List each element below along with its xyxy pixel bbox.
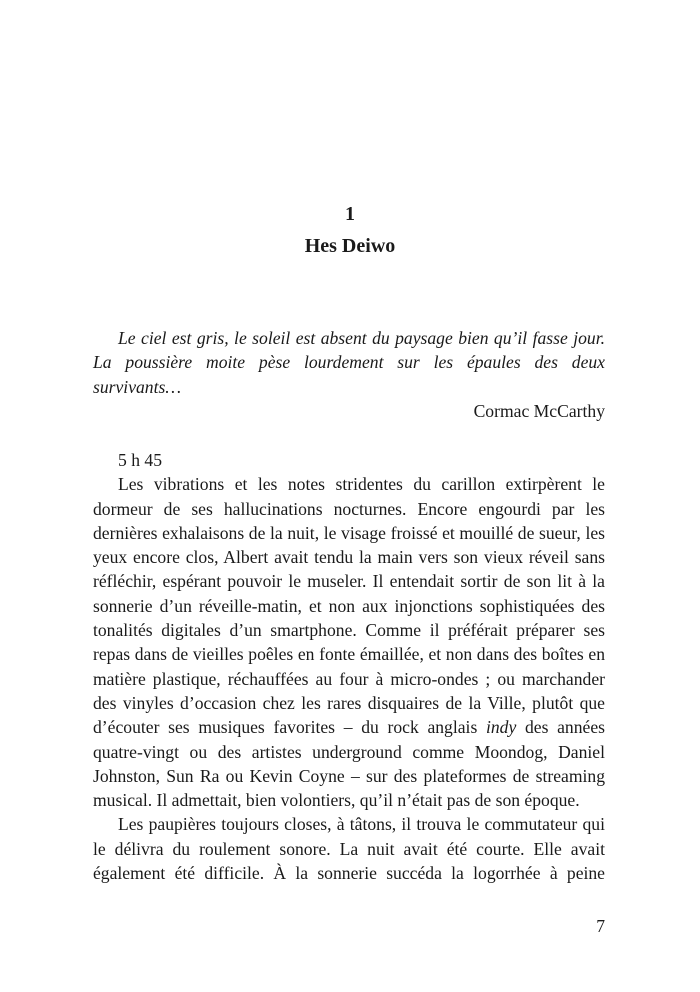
page-number: 7 xyxy=(596,916,605,936)
paragraph-text: des années quatre-vingt ou des artistes underground comme Moondog, Daniel Johnston, Sun Ra ou Kevin Coyne – sur des plateformes de streaming musical. Il admettait, bien volontiers, qu’il n’était pas de son époque. xyxy=(93,717,605,811)
paragraph-text: Les vibrations et les notes stridentes du carillon extirpèrent le dormeur de ses hallucinations nocturnes. Encore engourdi par les dernières exhalaisons de la nuit, le visage froissé et mouillé de sueur, les yeux encore clos, Albert avait tendu la main vers son vieux réveil sans réfléchir, espérant pouvoir le museler. Il entendait sortir de son lit à la sonnerie d’un réveille-matin, et non aux injonctions sophistiquées des tonalités digitales d’un smartphone. Comme il préférait préparer ses repas dans de vieilles poêles en fonte émaillée, et non dans des boîtes en matière plastique, réchauffées au four à micro-ondes ; ou marchander des vinyles d’occasion chez les rares disquaires de la Ville, plutôt que d’écouter ses musiques favorites – du rock anglais xyxy=(93,474,605,738)
paragraph: Les paupières toujours closes, à tâtons, il trouva le commutateur qui le délivra du roulement sonore. La nuit avait été courte. Elle avait également été difficile. À la sonnerie succéda la logorrhée à peine xyxy=(93,814,605,884)
paragraph xyxy=(93,472,605,812)
chapter-title: Hes Deiwo xyxy=(304,235,396,257)
epigraph xyxy=(93,326,605,423)
epigraph-author: Cormac McCarthy xyxy=(473,400,605,421)
time-heading: 5 h 45 xyxy=(118,450,162,470)
chapter-header xyxy=(0,198,700,262)
epigraph-quote: Le ciel est gris, le soleil est absent du paysage bien qu’il fasse jour. La poussière moite pèse lourdement sur les épaules des deux survivants… xyxy=(93,328,605,397)
chapter-body xyxy=(93,448,605,885)
chapter-number: 1 xyxy=(345,203,355,225)
italic-word: indy xyxy=(485,717,517,738)
